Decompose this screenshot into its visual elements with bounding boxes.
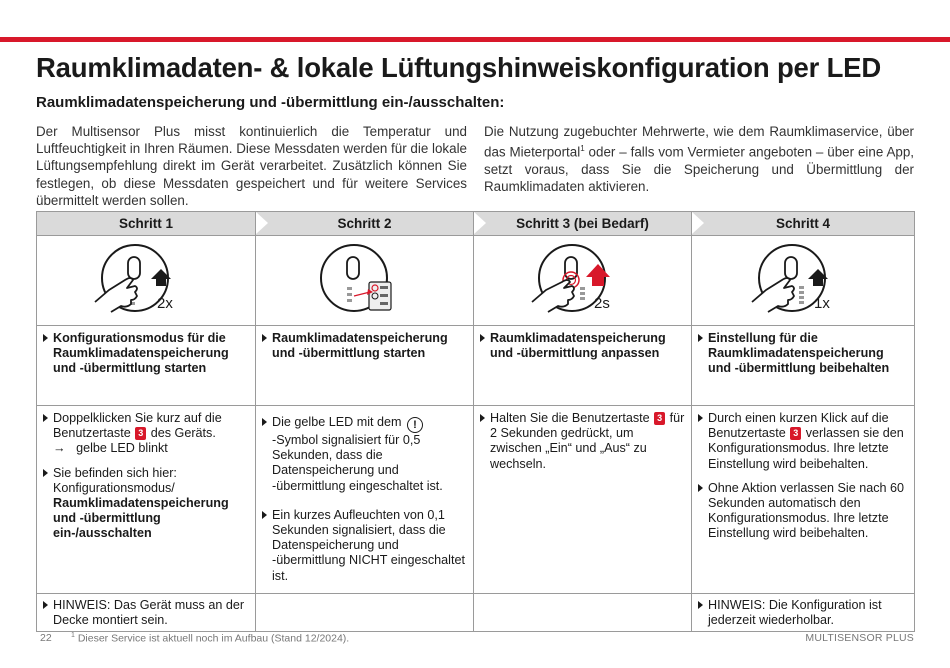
user-button-badge: 3	[135, 427, 146, 440]
instruction-result: gelbe LED blinkt	[76, 441, 168, 456]
hint-cell-2	[256, 593, 474, 631]
red-accent-bar	[0, 37, 950, 42]
row-title-cell-2	[256, 326, 474, 406]
instruction-cell-4	[692, 406, 915, 594]
bullet-triangle-icon	[262, 334, 267, 342]
illustration-cell-4	[692, 236, 915, 326]
step-header-3	[474, 212, 692, 236]
row-instructions	[37, 406, 915, 594]
instruction-cell-1	[37, 406, 256, 594]
arrow-icon: →	[53, 441, 66, 456]
instruction-cell-2	[256, 406, 474, 594]
bullet-triangle-icon	[262, 511, 267, 519]
step-header-4	[692, 212, 915, 236]
bullet-triangle-icon	[698, 601, 703, 609]
press-duration-label: 2s	[593, 295, 610, 312]
instruction-text: Durch einen kurzen Klick auf die Benutzertaste	[708, 411, 889, 441]
bullet-triangle-icon	[43, 469, 48, 477]
footnote-mark: 1	[71, 632, 75, 639]
user-button-badge: 3	[654, 412, 665, 425]
chevron-right-icon	[474, 212, 486, 234]
user-button-badge: 3	[790, 427, 801, 440]
footnote	[71, 632, 349, 645]
intro-text-right-part1: Die Nutzung zugebuchter Mehrwerte, wie dem Raumklimaservice, über das Mieterportal	[484, 124, 914, 160]
instruction-text: für 2 Sekunden gedrückt, um zwischen „Ein“ und „Aus“ zu wechseln.	[490, 411, 685, 471]
instruction-text: des Geräts.	[150, 426, 216, 441]
hint-text: HINWEIS: Das Gerät muss an der Decke montiert sein.	[53, 597, 245, 628]
instruction-text: Ein kurzes Aufleuchten von 0,1 Sekunden signalisiert, dass die Datenspeicherung und -übermittlung NICHT eingeschaltet ist.	[272, 507, 465, 583]
row-titles	[37, 326, 915, 406]
hint-cell-4	[692, 593, 915, 631]
bullet-triangle-icon	[43, 334, 48, 342]
illustration-cell-2	[256, 236, 474, 326]
steps-table	[36, 211, 915, 632]
hint-cell-1	[37, 593, 256, 631]
instruction-text: Ohne Aktion verlassen Sie nach 60 Sekunden automatisch den Konfigurationsmodus. Ihre letzte Einstellung wird beibehalten.	[708, 480, 905, 541]
illustration-cell-3	[474, 236, 692, 326]
row-title-cell-4	[692, 326, 915, 406]
hand-hold-button-icon	[528, 242, 638, 318]
row-title-cell-3	[474, 326, 692, 406]
instruction-text: Halten Sie die Benutzertaste	[490, 411, 650, 425]
led-signal-icon	[310, 242, 420, 318]
warning-icon: !	[407, 417, 423, 433]
section-subtitle: Raumklimadatenspeicherung und -übermittlung ein-/ausschalten:	[36, 94, 505, 111]
step-header-label: Schritt 4	[775, 216, 830, 231]
instruction-text: Sie befinden sich hier: Konfigurationsmodus/	[53, 465, 177, 495]
intro-text-right	[484, 123, 914, 195]
row-title-text: Einstellung für die Raumklimadatenspeicherung und -übermittlung beibehalten	[708, 331, 890, 376]
instruction-bullet	[261, 415, 469, 494]
step-header-2	[256, 212, 474, 236]
row-title-text: Raumklimadatenspeicherung und -übermittlung anpassen	[490, 331, 666, 361]
instruction-bullet	[697, 411, 910, 472]
instruction-bullet	[42, 466, 251, 542]
page-title: Raumklimadaten- & lokale Lüftungshinweiskonfiguration per LED	[36, 52, 881, 83]
step-header-label: Schritt 2	[337, 216, 392, 231]
bullet-triangle-icon	[480, 414, 485, 422]
row-hints	[37, 593, 915, 631]
row-title-text: Konfigurationsmodus für die Raumklimadatenspeicherung und -übermittlung starten	[53, 331, 229, 376]
bullet-triangle-icon	[43, 601, 48, 609]
step-header-1	[37, 212, 256, 236]
bullet-triangle-icon	[480, 334, 485, 342]
instruction-text: -Symbol signalisiert für 0,5 Sekunden, dass die Datenspeicherung und -übermittlung eingeschaltet ist.	[272, 433, 443, 493]
instruction-text: Doppelklicken Sie kurz auf die Benutzertaste	[53, 411, 222, 441]
hint-cell-3	[474, 593, 692, 631]
brand-name: MULTISENSOR PLUS	[805, 632, 914, 644]
page-number: 22	[40, 632, 52, 644]
hint-text: HINWEIS: Die Konfiguration ist jederzeit wiederholbar.	[708, 597, 882, 628]
illustration-row	[37, 236, 915, 326]
hand-press-button-icon	[91, 242, 201, 318]
step-header-label: Schritt 1	[118, 216, 173, 231]
instruction-cell-3	[474, 406, 692, 594]
step-header-label: Schritt 3 (bei Bedarf)	[516, 216, 649, 231]
steps-header-row	[37, 212, 915, 236]
chevron-right-icon	[256, 212, 268, 234]
row-title-cell-1	[37, 326, 256, 406]
instruction-bullet	[479, 411, 687, 472]
mode-name: Raumklimadatenspeicherung und -übermittlung ein-/ausschalten	[53, 496, 229, 541]
intro-text-left: Der Multisensor Plus misst kontinuierlich die Temperatur und Luftfeuchtigkeit in Ihren Räumen. Diese Messdaten werden für die lokale Lüftungsempfehlung direkt im Gerät verarbeitet. Zusätzlich können Sie festlegen, ob diese Messdaten gespeichert und für weitere Services übermittelt werden sollen.	[36, 124, 467, 208]
instruction-bullet	[42, 411, 251, 457]
hand-press-button-icon	[748, 242, 858, 318]
instruction-bullet	[261, 508, 469, 584]
instruction-text: Die gelbe LED mit dem	[272, 415, 402, 429]
bullet-triangle-icon	[43, 414, 48, 422]
bullet-triangle-icon	[698, 484, 703, 492]
illustration-cell-1	[37, 236, 256, 326]
row-title-text: Raumklimadatenspeicherung und -übermittlung starten	[272, 331, 448, 361]
bullet-triangle-icon	[262, 418, 267, 426]
instruction-text: verlassen sie den Konfigurationsmodus. Ihre letzte Einstellung wird beibehalten.	[708, 426, 904, 471]
bullet-triangle-icon	[698, 414, 703, 422]
footnote-text: Dieser Service ist aktuell noch im Aufbau (Stand 12/2024).	[77, 632, 350, 645]
instruction-bullet	[697, 481, 910, 542]
bullet-triangle-icon	[698, 334, 703, 342]
press-count-label: 1x	[814, 295, 830, 312]
footnote-ref: 1	[580, 144, 585, 154]
intro-text-right-part2: oder – falls vom Vermieter angeboten – über eine App, setzt voraus, dass Sie die Speicherung und Übermittlung der Raumklimadaten aktivieren.	[484, 144, 914, 195]
chevron-right-icon	[692, 212, 704, 234]
press-count-label: 2x	[157, 295, 173, 312]
